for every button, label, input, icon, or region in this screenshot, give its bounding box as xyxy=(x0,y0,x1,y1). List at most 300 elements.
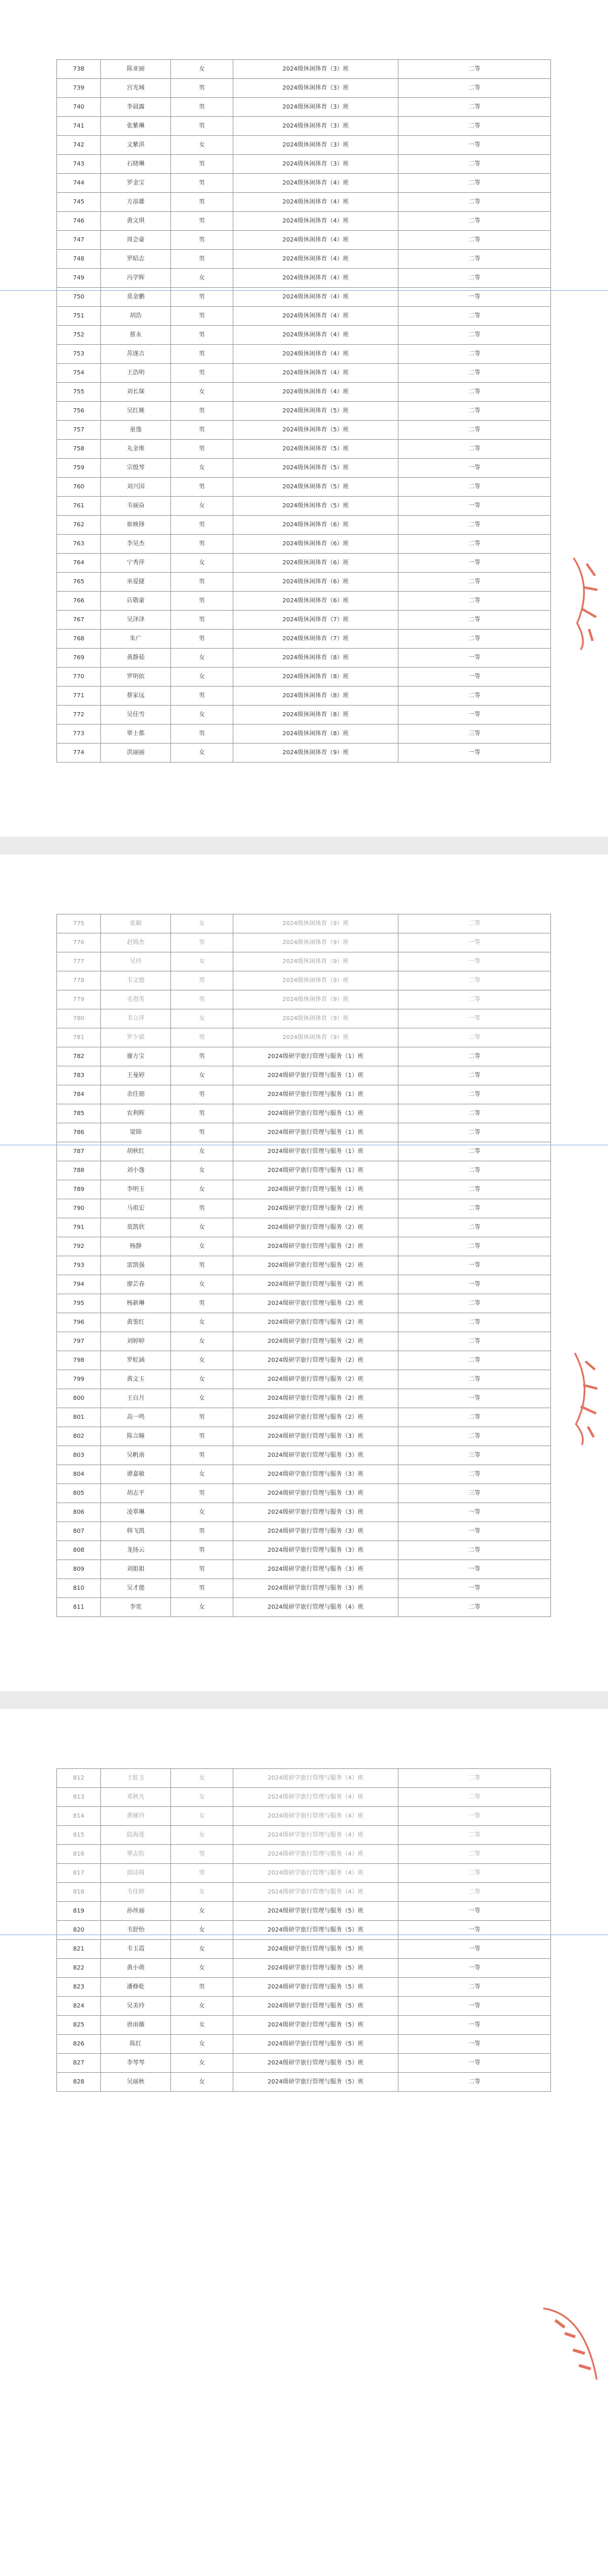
cell-no: 822 xyxy=(57,1959,101,1978)
cell-no: 746 xyxy=(57,212,101,231)
cell-gender: 男 xyxy=(171,971,233,990)
cell-gender: 女 xyxy=(171,1351,233,1370)
table-row xyxy=(57,914,551,933)
cell-no: 790 xyxy=(57,1199,101,1218)
cell-grade: 二等 xyxy=(398,269,551,288)
cell-grade: 二等 xyxy=(398,1142,551,1161)
table-row xyxy=(57,535,551,554)
cell-grade: 一等 xyxy=(398,1275,551,1294)
cell-grade: 一等 xyxy=(398,1997,551,2016)
cell-gender: 女 xyxy=(171,1161,233,1180)
cell-name: 宗殷琴 xyxy=(101,459,171,478)
cell-gender: 男 xyxy=(171,1199,233,1218)
cell-class: 2024级研学旅行管理与服务（3）班 xyxy=(233,1522,398,1541)
cell-class: 2024级研学旅行管理与服务（1）班 xyxy=(233,1104,398,1123)
cell-class: 2024级研学旅行管理与服务（2）班 xyxy=(233,1332,398,1351)
cell-grade: 一等 xyxy=(398,1959,551,1978)
table-row xyxy=(57,744,551,763)
cell-name: 蔡家远 xyxy=(101,687,171,706)
cell-class: 2024级研学旅行管理与服务（4）班 xyxy=(233,1883,398,1902)
table-row xyxy=(57,1598,551,1617)
cell-gender: 女 xyxy=(171,1066,233,1085)
cell-class: 2024级研学旅行管理与服务（3）班 xyxy=(233,1446,398,1465)
table-row xyxy=(57,345,551,364)
cell-grade: 二等 xyxy=(398,1465,551,1484)
table-body xyxy=(57,914,551,1617)
cell-gender: 男 xyxy=(171,1845,233,1864)
table-row xyxy=(57,1997,551,2016)
cell-no: 808 xyxy=(57,1541,101,1560)
table-row xyxy=(57,1218,551,1237)
cell-class: 2024级休闲体育（3）班 xyxy=(233,117,398,136)
cell-class: 2024级休闲体育（3）班 xyxy=(233,98,398,117)
cell-grade: 二等 xyxy=(398,402,551,421)
cell-name: 冯学辉 xyxy=(101,269,171,288)
cell-no: 810 xyxy=(57,1579,101,1598)
cell-class: 2024级研学旅行管理与服务（3）班 xyxy=(233,1484,398,1503)
cell-name: 韦玉霞 xyxy=(101,1940,171,1959)
cell-grade: 一等 xyxy=(398,1807,551,1826)
page-3 xyxy=(0,1709,608,2576)
cell-no: 752 xyxy=(57,326,101,345)
cell-grade: 二等 xyxy=(398,1161,551,1180)
cell-grade: 二等 xyxy=(398,1028,551,1047)
cell-name: 黄文玉 xyxy=(101,1370,171,1389)
cell-grade: 一等 xyxy=(398,1940,551,1959)
cell-no: 740 xyxy=(57,98,101,117)
cell-name: 李琴琴 xyxy=(101,2054,171,2073)
cell-no: 806 xyxy=(57,1503,101,1522)
cell-grade: 二等 xyxy=(398,1408,551,1427)
cell-grade: 二等 xyxy=(398,1123,551,1142)
cell-class: 2024级休闲体育（4）班 xyxy=(233,269,398,288)
cell-no: 777 xyxy=(57,952,101,971)
cell-name: 赵锦杰 xyxy=(101,933,171,952)
cell-gender: 男 xyxy=(171,687,233,706)
cell-name: 余任朋 xyxy=(101,1085,171,1104)
cell-no: 774 xyxy=(57,744,101,763)
cell-gender: 男 xyxy=(171,1579,233,1598)
table-row xyxy=(57,459,551,478)
cell-no: 767 xyxy=(57,611,101,630)
table-row xyxy=(57,1180,551,1199)
table-row xyxy=(57,1902,551,1921)
table-row xyxy=(57,687,551,706)
table-row xyxy=(57,383,551,402)
cell-gender: 女 xyxy=(171,2035,233,2054)
cell-gender: 男 xyxy=(171,1085,233,1104)
cell-class: 2024级休闲体育（8）班 xyxy=(233,706,398,725)
cell-gender: 女 xyxy=(171,383,233,402)
page-2 xyxy=(0,855,608,1691)
cell-no: 789 xyxy=(57,1180,101,1199)
cell-no: 776 xyxy=(57,933,101,952)
cell-name: 吴泽泽 xyxy=(101,611,171,630)
cell-class: 2024级研学旅行管理与服务（2）班 xyxy=(233,1313,398,1332)
cell-class: 2024级研学旅行管理与服务（2）班 xyxy=(233,1294,398,1313)
cell-grade: 二等 xyxy=(398,1769,551,1788)
cell-name: 朱广 xyxy=(101,630,171,649)
cell-grade: 一等 xyxy=(398,2016,551,2035)
cell-class: 2024级研学旅行管理与服务（5）班 xyxy=(233,2054,398,2073)
cell-name: 高一鸣 xyxy=(101,1408,171,1427)
cell-class: 2024级研学旅行管理与服务（4）班 xyxy=(233,1598,398,1617)
cell-gender: 女 xyxy=(171,1237,233,1256)
cell-grade: 二等 xyxy=(398,1978,551,1997)
cell-grade: 二等 xyxy=(398,250,551,269)
cell-gender: 女 xyxy=(171,1902,233,1921)
cell-no: 802 xyxy=(57,1427,101,1446)
cell-class: 2024级研学旅行管理与服务（1）班 xyxy=(233,1047,398,1066)
cell-gender: 女 xyxy=(171,1921,233,1940)
cell-class: 2024级研学旅行管理与服务（5）班 xyxy=(233,2073,398,2092)
cell-no: 783 xyxy=(57,1066,101,1085)
cell-class: 2024级研学旅行管理与服务（4）班 xyxy=(233,1788,398,1807)
cell-class: 2024级研学旅行管理与服务（1）班 xyxy=(233,1123,398,1142)
cell-gender: 女 xyxy=(171,2073,233,2092)
cell-class: 2024级研学旅行管理与服务（3）班 xyxy=(233,1427,398,1446)
cell-no: 764 xyxy=(57,554,101,573)
table-row xyxy=(57,1066,551,1085)
cell-name: 罗金宝 xyxy=(101,174,171,193)
cell-no: 772 xyxy=(57,706,101,725)
cell-class: 2024级研学旅行管理与服务（3）班 xyxy=(233,1503,398,1522)
cell-grade: 二等 xyxy=(398,1218,551,1237)
table-row xyxy=(57,1275,551,1294)
cell-gender: 女 xyxy=(171,1997,233,2016)
cell-no: 823 xyxy=(57,1978,101,1997)
cell-grade: 一等 xyxy=(398,1560,551,1579)
cell-gender: 男 xyxy=(171,1484,233,1503)
cell-name: 韦立萍 xyxy=(101,1009,171,1028)
cell-class: 2024级休闲体育（5）班 xyxy=(233,440,398,459)
cell-grade: 一等 xyxy=(398,952,551,971)
cell-class: 2024级休闲体育（9）班 xyxy=(233,744,398,763)
cell-grade: 二等 xyxy=(398,1066,551,1085)
table-row xyxy=(57,1978,551,1997)
cell-no: 750 xyxy=(57,288,101,307)
cell-name: 吴红姚 xyxy=(101,402,171,421)
cell-name: 罗昭志 xyxy=(101,250,171,269)
cell-no: 801 xyxy=(57,1408,101,1427)
cell-gender: 男 xyxy=(171,231,233,250)
cell-class: 2024级研学旅行管理与服务（1）班 xyxy=(233,1085,398,1104)
table-row xyxy=(57,1788,551,1807)
table-body xyxy=(57,60,551,763)
table-row xyxy=(57,440,551,459)
cell-gender: 女 xyxy=(171,2054,233,2073)
cell-no: 749 xyxy=(57,269,101,288)
cell-grade: 一等 xyxy=(398,2054,551,2073)
cell-grade: 二等 xyxy=(398,516,551,535)
cell-class: 2024级休闲体育（7）班 xyxy=(233,630,398,649)
cell-gender: 男 xyxy=(171,516,233,535)
cell-grade: 一等 xyxy=(398,1389,551,1408)
cell-no: 804 xyxy=(57,1465,101,1484)
cell-no: 826 xyxy=(57,2035,101,2054)
awards-table-1 xyxy=(56,59,551,763)
cell-grade: 二等 xyxy=(398,421,551,440)
cell-grade: 二等 xyxy=(398,155,551,174)
cell-name: 毛澄英 xyxy=(101,990,171,1009)
cell-gender: 男 xyxy=(171,326,233,345)
cell-class: 2024级休闲体育（5）班 xyxy=(233,478,398,497)
cell-name: 王虹玉 xyxy=(101,1769,171,1788)
cell-no: 784 xyxy=(57,1085,101,1104)
table-row xyxy=(57,402,551,421)
cell-grade: 二等 xyxy=(398,1085,551,1104)
cell-class: 2024级休闲体育（9）班 xyxy=(233,914,398,933)
cell-name: 雷凯强 xyxy=(101,1256,171,1275)
cell-gender: 男 xyxy=(171,117,233,136)
cell-class: 2024级研学旅行管理与服务（4）班 xyxy=(233,1826,398,1845)
cell-grade: 一等 xyxy=(398,1503,551,1522)
cell-class: 2024级休闲体育（9）班 xyxy=(233,971,398,990)
table-row xyxy=(57,725,551,744)
table-row xyxy=(57,212,551,231)
cell-grade: 一等 xyxy=(398,554,551,573)
cell-gender: 女 xyxy=(171,1389,233,1408)
cell-class: 2024级研学旅行管理与服务（2）班 xyxy=(233,1370,398,1389)
cell-class: 2024级研学旅行管理与服务（1）班 xyxy=(233,1066,398,1085)
cell-class: 2024级休闲体育（9）班 xyxy=(233,1009,398,1028)
cell-gender: 男 xyxy=(171,288,233,307)
cell-no: 797 xyxy=(57,1332,101,1351)
cell-class: 2024级研学旅行管理与服务（5）班 xyxy=(233,1997,398,2016)
cell-name: 苏遂吉 xyxy=(101,345,171,364)
cell-name: 童逸 xyxy=(101,421,171,440)
table-row xyxy=(57,1503,551,1522)
cell-name: 石晓琳 xyxy=(101,155,171,174)
cell-grade: 二等 xyxy=(398,630,551,649)
cell-grade: 一等 xyxy=(398,1579,551,1598)
cell-class: 2024级休闲体育（4）班 xyxy=(233,364,398,383)
table-row xyxy=(57,1541,551,1560)
cell-name: 崔映锋 xyxy=(101,516,171,535)
cell-name: 韦舒怡 xyxy=(101,1921,171,1940)
cell-name: 罗虹涵 xyxy=(101,1351,171,1370)
cell-gender: 女 xyxy=(171,668,233,687)
cell-gender: 男 xyxy=(171,630,233,649)
table-row xyxy=(57,1560,551,1579)
cell-name: 胡浩 xyxy=(101,307,171,326)
cell-no: 763 xyxy=(57,535,101,554)
table-row xyxy=(57,1009,551,1028)
table-row xyxy=(57,952,551,971)
table-row xyxy=(57,193,551,212)
table-row xyxy=(57,1826,551,1845)
cell-name: 莫金鹏 xyxy=(101,288,171,307)
cell-no: 745 xyxy=(57,193,101,212)
cell-class: 2024级休闲体育（4）班 xyxy=(233,307,398,326)
table-row xyxy=(57,1389,551,1408)
cell-name: 吴才德 xyxy=(101,1579,171,1598)
cell-name: 刘小逸 xyxy=(101,1161,171,1180)
cell-no: 795 xyxy=(57,1294,101,1313)
cell-gender: 男 xyxy=(171,611,233,630)
table-row xyxy=(57,1921,551,1940)
cell-class: 2024级休闲体育（9）班 xyxy=(233,933,398,952)
cell-gender: 女 xyxy=(171,1959,233,1978)
cell-gender: 女 xyxy=(171,1218,233,1237)
table-row xyxy=(57,2016,551,2035)
cell-class: 2024级研学旅行管理与服务（5）班 xyxy=(233,1921,398,1940)
cell-no: 754 xyxy=(57,364,101,383)
cell-no: 799 xyxy=(57,1370,101,1389)
cell-class: 2024级休闲体育（4）班 xyxy=(233,231,398,250)
cell-no: 748 xyxy=(57,250,101,269)
cell-class: 2024级研学旅行管理与服务（5）班 xyxy=(233,1978,398,1997)
cell-name: 胡志平 xyxy=(101,1484,171,1503)
cell-name: 店敬豪 xyxy=(101,592,171,611)
table-row xyxy=(57,1332,551,1351)
cell-no: 747 xyxy=(57,231,101,250)
cell-class: 2024级休闲体育（5）班 xyxy=(233,402,398,421)
cell-class: 2024级休闲体育（8）班 xyxy=(233,649,398,668)
table-row xyxy=(57,136,551,155)
cell-gender: 男 xyxy=(171,1028,233,1047)
cell-grade: 二等 xyxy=(398,914,551,933)
cell-no: 800 xyxy=(57,1389,101,1408)
cell-no: 813 xyxy=(57,1788,101,1807)
cell-gender: 女 xyxy=(171,1275,233,1294)
cell-name: 胡秋红 xyxy=(101,1142,171,1161)
cell-no: 770 xyxy=(57,668,101,687)
cell-grade: 二等 xyxy=(398,345,551,364)
cell-class: 2024级研学旅行管理与服务（4）班 xyxy=(233,1769,398,1788)
table-row xyxy=(57,1883,551,1902)
cell-no: 786 xyxy=(57,1123,101,1142)
cell-name: 龙扬云 xyxy=(101,1541,171,1560)
cell-name: 凌翠琳 xyxy=(101,1503,171,1522)
table-row xyxy=(57,231,551,250)
cell-name: 刘兴国 xyxy=(101,478,171,497)
cell-grade: 二等 xyxy=(398,1351,551,1370)
table-row xyxy=(57,2035,551,2054)
cell-class: 2024级研学旅行管理与服务（2）班 xyxy=(233,1389,398,1408)
cell-name: 邱诗琦 xyxy=(101,1864,171,1883)
cell-gender: 女 xyxy=(171,60,233,79)
cell-grade: 二等 xyxy=(398,1104,551,1123)
cell-no: 760 xyxy=(57,478,101,497)
cell-no: 751 xyxy=(57,307,101,326)
table-row xyxy=(57,516,551,535)
cell-class: 2024级研学旅行管理与服务（3）班 xyxy=(233,1560,398,1579)
cell-grade: 二等 xyxy=(398,98,551,117)
cell-grade: 二等 xyxy=(398,1047,551,1066)
cell-grade: 一等 xyxy=(398,933,551,952)
cell-gender: 男 xyxy=(171,1864,233,1883)
table-row xyxy=(57,1769,551,1788)
cell-name: 王曼婷 xyxy=(101,1066,171,1085)
cell-grade: 二等 xyxy=(398,1199,551,1218)
cell-class: 2024级研学旅行管理与服务（3）班 xyxy=(233,1541,398,1560)
cell-no: 739 xyxy=(57,79,101,98)
cell-class: 2024级休闲体育（4）班 xyxy=(233,174,398,193)
cell-no: 825 xyxy=(57,2016,101,2035)
table-row xyxy=(57,1085,551,1104)
table-row xyxy=(57,971,551,990)
cell-no: 780 xyxy=(57,1009,101,1028)
cell-no: 738 xyxy=(57,60,101,79)
table-row xyxy=(57,155,551,174)
cell-name: 陈红 xyxy=(101,2035,171,2054)
table-row xyxy=(57,592,551,611)
cell-gender: 男 xyxy=(171,174,233,193)
cell-no: 741 xyxy=(57,117,101,136)
cell-no: 769 xyxy=(57,649,101,668)
cell-gender: 男 xyxy=(171,1560,233,1579)
cell-class: 2024级休闲体育（4）班 xyxy=(233,288,398,307)
cell-grade: 二等 xyxy=(398,1598,551,1617)
cell-gender: 男 xyxy=(171,1427,233,1446)
cell-grade: 一等 xyxy=(398,2035,551,2054)
cell-gender: 男 xyxy=(171,307,233,326)
cell-name: 刘长琛 xyxy=(101,383,171,402)
cell-grade: 二等 xyxy=(398,573,551,592)
cell-grade: 二等 xyxy=(398,592,551,611)
cell-class: 2024级研学旅行管理与服务（2）班 xyxy=(233,1237,398,1256)
cell-no: 807 xyxy=(57,1522,101,1541)
table-row xyxy=(57,2054,551,2073)
cell-class: 2024级休闲体育（4）班 xyxy=(233,383,398,402)
cell-gender: 女 xyxy=(171,1598,233,1617)
cell-gender: 男 xyxy=(171,573,233,592)
cell-class: 2024级研学旅行管理与服务（2）班 xyxy=(233,1275,398,1294)
awards-table-2 xyxy=(56,914,551,1617)
cell-name: 李明玉 xyxy=(101,1180,171,1199)
cell-grade: 二等 xyxy=(398,364,551,383)
cell-gender: 男 xyxy=(171,98,233,117)
cell-gender: 男 xyxy=(171,535,233,554)
cell-class: 2024级研学旅行管理与服务（2）班 xyxy=(233,1199,398,1218)
cell-gender: 男 xyxy=(171,1408,233,1427)
cell-no: 788 xyxy=(57,1161,101,1180)
cell-name: 谢方宝 xyxy=(101,1047,171,1066)
cell-class: 2024级休闲体育（4）班 xyxy=(233,326,398,345)
cell-class: 2024级研学旅行管理与服务（5）班 xyxy=(233,1959,398,1978)
table-row xyxy=(57,1408,551,1427)
table-row xyxy=(57,60,551,79)
cell-name: 方添雄 xyxy=(101,193,171,212)
cell-no: 821 xyxy=(57,1940,101,1959)
cell-gender: 男 xyxy=(171,1047,233,1066)
table-row xyxy=(57,1959,551,1978)
cell-class: 2024级研学旅行管理与服务（2）班 xyxy=(233,1351,398,1370)
cell-name: 王自月 xyxy=(101,1389,171,1408)
table-row xyxy=(57,326,551,345)
cell-class: 2024级研学旅行管理与服务（3）班 xyxy=(233,1465,398,1484)
cell-no: 793 xyxy=(57,1256,101,1275)
table-row xyxy=(57,269,551,288)
cell-gender: 女 xyxy=(171,497,233,516)
cell-class: 2024级研学旅行管理与服务（5）班 xyxy=(233,1902,398,1921)
red-seal-stamp-partial xyxy=(569,552,603,653)
cell-gender: 女 xyxy=(171,269,233,288)
cell-grade: 一等 xyxy=(398,288,551,307)
cell-no: 818 xyxy=(57,1883,101,1902)
cell-no: 812 xyxy=(57,1769,101,1788)
cell-class: 2024级休闲体育（5）班 xyxy=(233,421,398,440)
cell-name: 廖芸春 xyxy=(101,1275,171,1294)
cell-grade: 一等 xyxy=(398,1256,551,1275)
table-row xyxy=(57,364,551,383)
cell-grade: 二等 xyxy=(398,1845,551,1864)
table-row xyxy=(57,117,551,136)
red-seal-stamp-partial xyxy=(569,1347,603,1448)
cell-name: 黄文琪 xyxy=(101,212,171,231)
cell-name: 韦文德 xyxy=(101,971,171,990)
